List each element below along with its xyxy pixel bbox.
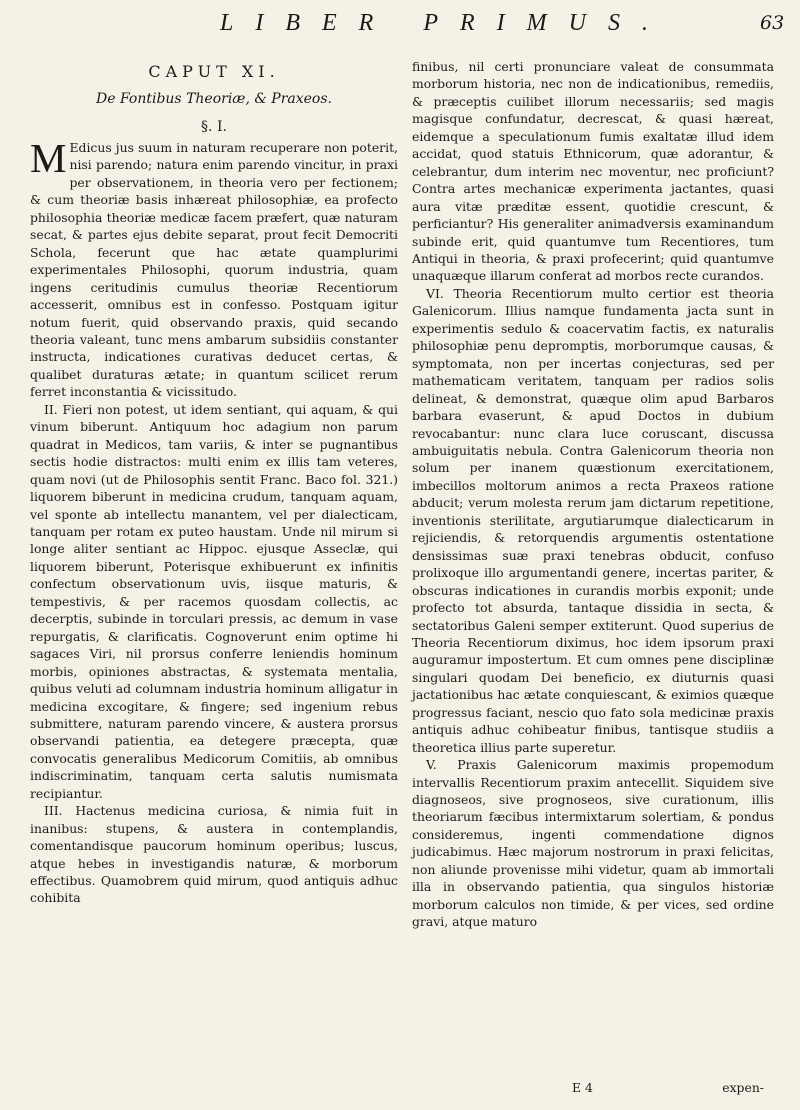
section-mark: §. I. — [201, 119, 227, 135]
catchword: expen- — [722, 1080, 764, 1095]
paragraph-6: VI. Theoria Recentiorum multo certior est theoria Galenicorum. Illius namque fundamenta jacta sunt in experimentis sedulo & coacervatim factis, ex naturalis philosophiæ penu depromptis, morborumque causas, & symptomata, non per incertas conjecturas, sed per mathematicam veritatem, tanquam per radios solis delineat, & demonstrat, quæque olim apud Barbaros barbara evaserunt, & apud Doctos in dubium revocabantur: nunc clara luce coruscant, discussa ambuiguitatis nebula. Contra Galenicorum theoria non solum per inanem quæstionum exercitationem, imbecillos moltorum animos a recta Praxeos ratione abducit; verum molesta rerum jam dictarum repetitione, inventionis sterilitate, argutiarumque dialecticarum in rejiciendis, & retorquendis argumentis ostentatione densissimas suæ praxi tenebras obducit, confuso prolixoque illo argumentandi genere, incertas pariter, & obscuras indicationes in curandis morbis exponit; unde profecto tot absurda, tantaque dissidia in secta, & sectatoribus Galeni semper extiterunt. Quod superius de Theoria Recentiorum diximus, hoc idem ipsorum praxi auguramur impostertum. Et cum omnes pene disciplinæ singulari quodam Dei beneficio, ex diuturnis quasi jactationibus hac ætate conquiescant, & eximios quæque progressus faciant, nescio quo fato sola medicinæ praxis antiquis adhuc cohibeatur finibus, tantisque studiis a theoretica illius parte superetur. — [412, 285, 774, 755]
running-head — [0, 0, 800, 60]
drop-cap: M — [30, 135, 67, 181]
signature-mark: E 4 — [572, 1080, 593, 1095]
paragraph-1-text: Edicus jus suum in naturam recuperare non poterit, nisi parendo; natura enim parendo vincitur, in praxi per observationem, in theoria vero per fectionem; & cum theoriæ basis inhæreat philosophiæ, ea profecto philosophia theoriæ medicæ facem præfert, quæ naturam secat, & partes ejus debite separat, prout fecit Democriti Schola, fecerunt que hac ætate quamplurimi experimentales Philosophi, quorum industria, quam ingens ceritudinis cumulus theoriæ Recentiorum accesserit, omnibus est in confesso. Postquam igitur notum fuerit, quid observando praxis, quid secando theoria valeant, tunc mens ambarum subsidiis constanter instructa, indicationes curativas deducet certas, & qualibet duraturas ætate; in quantum scilicet rerum ferret inconstantia & vicissitudo. — [30, 140, 398, 400]
left-column — [30, 58, 398, 907]
right-column — [412, 58, 774, 931]
running-head-title: LIBER PRIMUS. — [220, 10, 670, 36]
paragraph-continuation: finibus, nil certi pronunciare valeat de consummata morborum historia, nec non de indicationibus, remediis, & præceptis cuilibet illorum necessariis; sed magis magisque confundatur, decrescat, & quasi hæreat, eidemque a speculationum fumis exaltatæ illud idem accidat, quod statuis Ethnicorum, quæ adorantur, & celebrantur, dum interim nec moventur, nec proficiunt? Contra artes mechanicæ experimenta jactantes, quasi aura vitæ præditæ essent, quotidie crescunt, & perficiantur? His generaliter animadversis examinandum subinde erit, quid quantumve tum Recentiores, tum Antiqui in theoria, & praxi profecerint; quid quantumve unaquæque illarum conferat ad morbos recte curandos. — [412, 59, 774, 284]
paragraph-1 — [30, 135, 398, 401]
chapter-subtitle: De Fontibus Theoriæ, & Praxeos. — [96, 91, 332, 107]
paragraph-2: II. Fieri non potest, ut idem sentiant, qui aquam, & qui vinum biberunt. Antiquum hoc adagium non parum quadrat in Medicos, tam variis, & inter se pugnantibus sectis hodie distractos: multi enim ex illis tam veteres, quam novi (ut de Philosophis sentit Franc. Baco fol. 321.) liquorem biberunt in medicina crudum, tanquam aquam, vel sponte ab intellectu manantem, vel per dialecticam, tanquam per rotam ex puteo haustam. Unde nil mirum si longe aliter sentiant ac Hippoc. ejusque Asseclæ, qui liquorem biberunt, Poterisque exhibuerunt ex infinitis confectum observationum uvis, iisque maturis, & tempestivis, & per racemos quosdam collectis, ac decerptis, subinde in torculari pressis, ac demum in vase repurgatis, & clarificatis. Cognoverunt enim optime hi sagaces Viri, nil prorsus conferre leniendis hominum morbis, opiniones abstractas, & systemata mentalia, quibus veluti ad columnam industria hominum alligatur in medicina excogitare, & fingere; sed ingenium rebus submittere, naturam parendo vincere, & austera prorsus observandi patientia, ea detegere præcepta, quæ convocatis generalibus Medicorum Comitiis, ab omnibus indiscriminatim, tanquam certa salutis numismata recipiantur. — [30, 401, 398, 801]
catchline — [412, 1080, 774, 1102]
chapter-title: CAPUT XI. — [148, 62, 280, 81]
paragraph-3: III. Hactenus medicina curiosa, & nimia fuit in inanibus: stupens, & austera in contemplandis, comentandisque paucorum hominum operibus; luscus, atque hebes in investigandis naturæ, & morborum effectibus. Quamobrem quid mirum, quod antiquis adhuc cohibita — [30, 803, 398, 906]
page-number: 63 — [760, 12, 785, 34]
paragraph-5: V. Praxis Galenicorum maximis propemodum intervallis Recentiorum praxim antecellit. Siquidem sive diagnoseos, sive prognoseos, sive curationum, illis theoriarum fæcibus intermixtarum solertiam, & pondus consideremus, ingenti commendatione dignos judicabimus. Hæc majorum nostrorum in praxi felicitas, non aliunde provenisse mihi videtur, quam ab immortali illa in observando patientia, qua singulos historiæ morborum calculos non timide, & per vices, sed ordine gravi, atque maturo — [412, 757, 774, 930]
